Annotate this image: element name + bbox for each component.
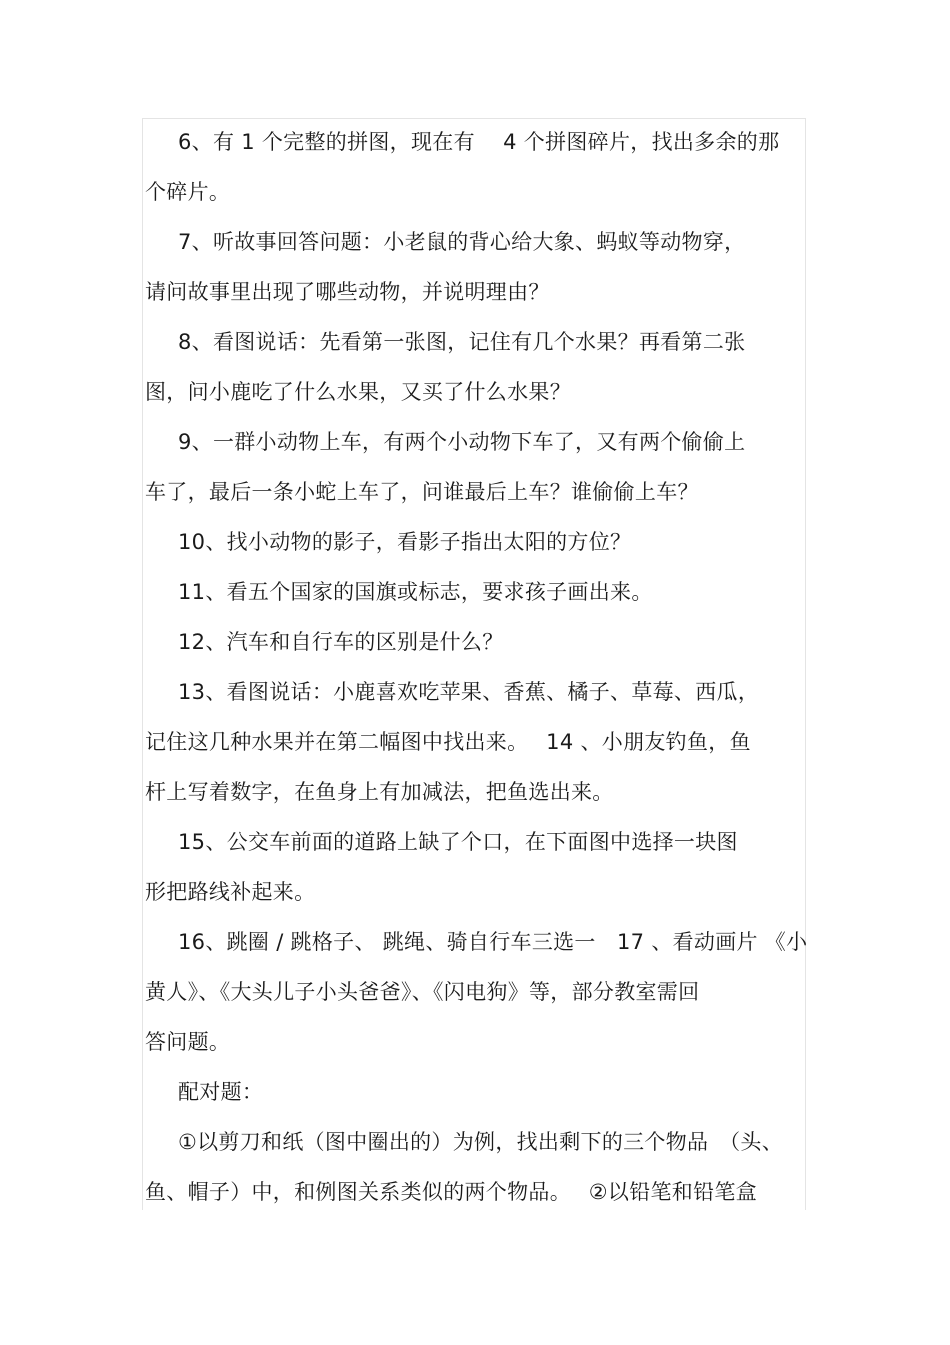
text-line: 15、公交车前面的道路上缺了个口，在下面图中选择一块图 [178,830,738,854]
text-line: 10、找小动物的影子，看影子指出太阳的方位？ [178,530,632,554]
text-line: 6、有 1 个完整的拼图，现在有 4 个拼图碎片，找出多余的那 [178,130,780,154]
text-line: 形把路线补起来。 [145,880,316,904]
text-line: ①以剪刀和纸（图中圈出的）为例，找出剩下的三个物品 （头、 [178,1130,784,1154]
text-line: 图，问小鹿吃了什么水果，又买了什么水果？ [145,380,571,404]
text-line: 杆上写着数字，在鱼身上有加减法，把鱼选出来。 [145,780,614,804]
text-line: 7、听故事回答问题：小老鼠的背心给大象、蚂蚁等动物穿， [178,230,746,254]
text-line: 鱼、帽子）中，和例图关系类似的两个物品。 ②以铅笔和铅笔盒 [145,1180,757,1204]
text-line: 12、汽车和自行车的区别是什么？ [178,630,504,654]
text-line: 16、跳圈 / 跳格子、 跳绳、骑自行车三选一 17 、看动画片 《小 [178,930,808,954]
text-line: 个碎片。 [145,180,231,204]
text-line: 黄人》、《大头儿子小头爸爸》、《闪电狗》等，部分教室需回 [145,980,700,1004]
text-line: 11、看五个国家的国旗或标志，要求孩子画出来。 [178,580,653,604]
text-line: 记住这几种水果并在第二幅图中找出来。 14 、小朋友钓鱼，鱼 [145,730,751,754]
text-line: 请问故事里出现了哪些动物，并说明理由？ [145,280,550,304]
text-line: 8、看图说话：先看第一张图，记住有几个水果？再看第二张 [178,330,746,354]
text-line: 答问题。 [145,1030,231,1054]
text-line: 13、看图说话：小鹿喜欢吃苹果、香蕉、橘子、草莓、西瓜， [178,680,760,704]
text-line: 车了，最后一条小蛇上车了，问谁最后上车？谁偷偷上车？ [145,480,699,504]
text-line: 9、一群小动物上车，有两个小动物下车了，又有两个偷偷上 [178,430,746,454]
section-heading: 配对题： [178,1080,264,1104]
